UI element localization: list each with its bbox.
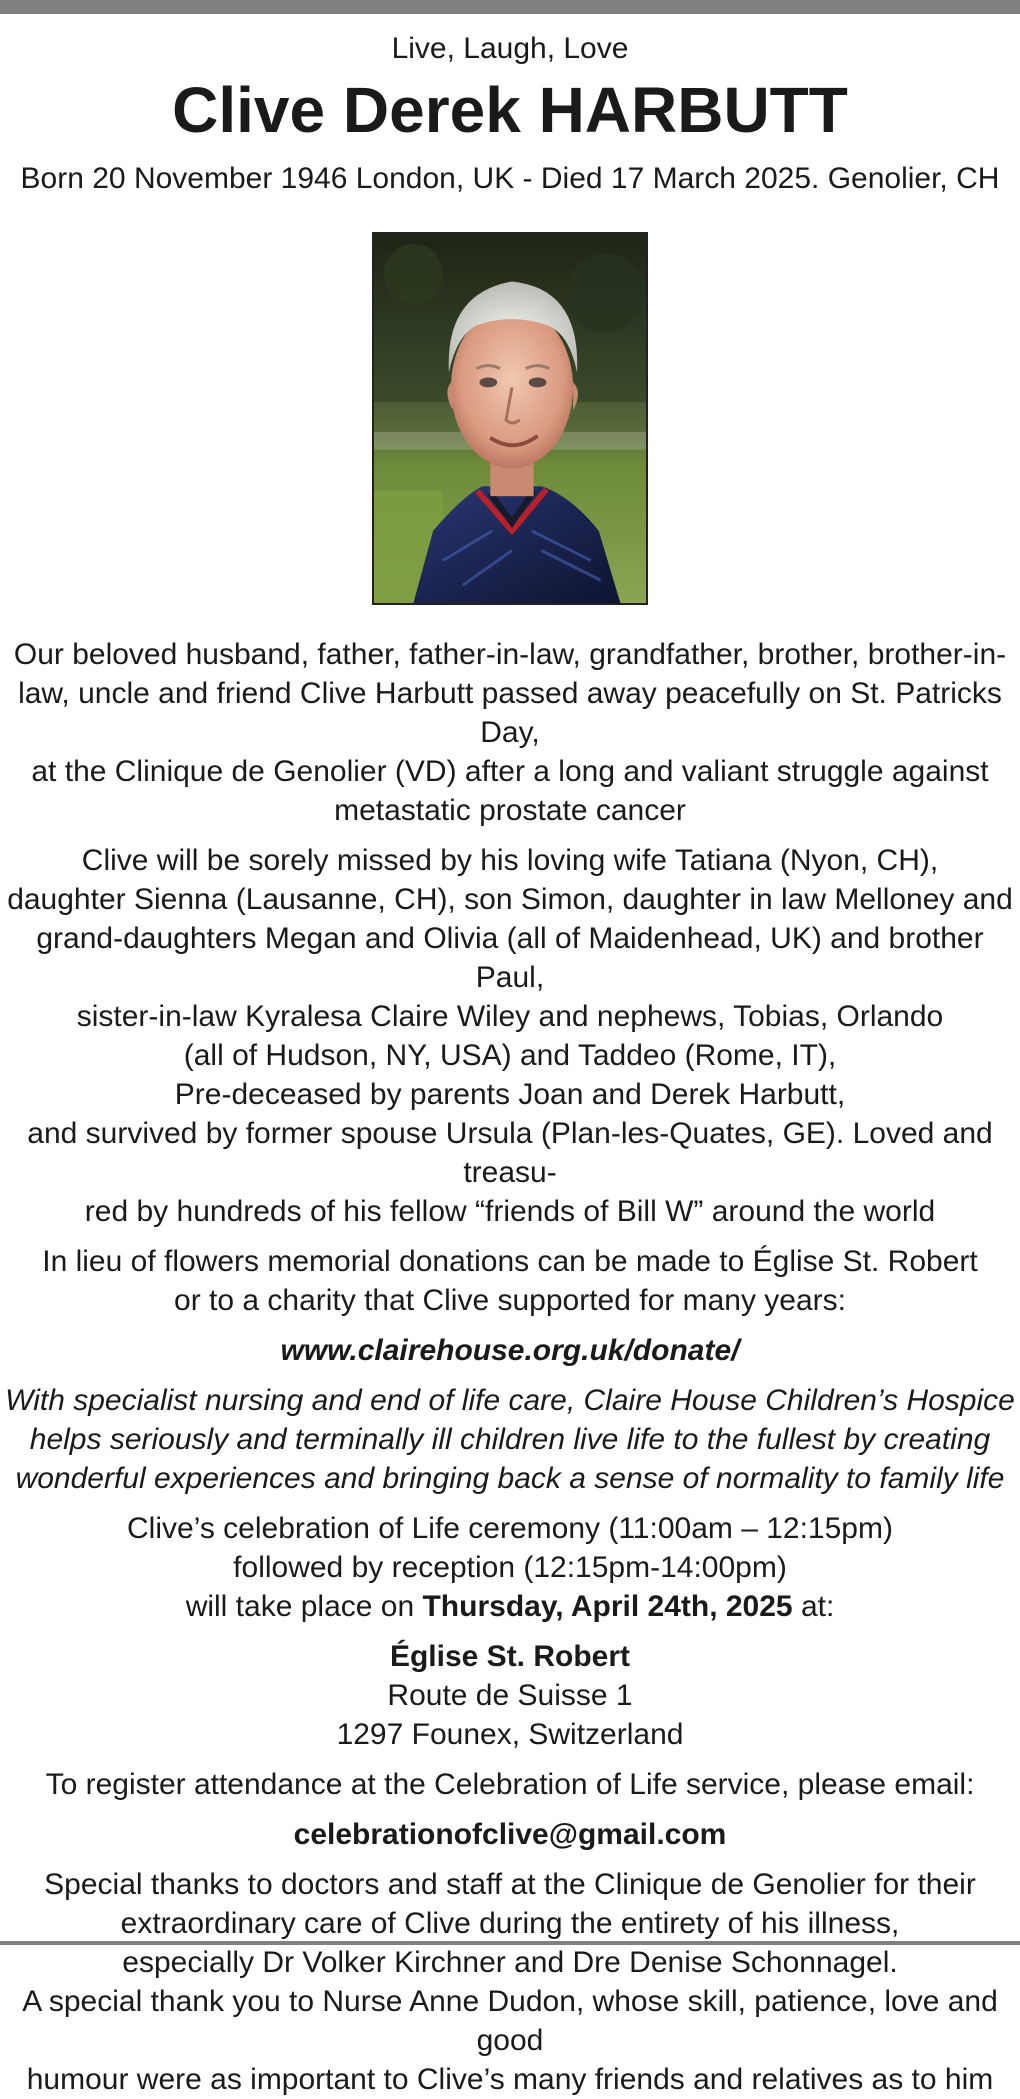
date-prefix: will take place on bbox=[185, 1590, 423, 1623]
text-line: or to a charity that Clive supported for many years: bbox=[174, 1284, 846, 1317]
motto: Live, Laugh, Love bbox=[391, 32, 629, 65]
venue-address bbox=[0, 1637, 1020, 1754]
text-line: metastatic prostate cancer bbox=[334, 794, 686, 827]
text-line: daughter Sienna (Lausanne, CH), son Simon, daughter in law Melloney and bbox=[7, 883, 1013, 916]
ceremony-time: Clive’s celebration of Life ceremony (11:00am – 12:15pm) bbox=[127, 1512, 893, 1545]
text-line: especially Dr Volker Kirchner and Dre Denise Schonnagel. bbox=[122, 1946, 898, 1979]
text-line: In lieu of flowers memorial donations can be made to Église St. Robert bbox=[42, 1245, 978, 1278]
charity-description bbox=[0, 1381, 1020, 1498]
donations-paragraph bbox=[0, 1242, 1020, 1320]
text-line: wonderful experiences and bringing back a sense of normality to family life bbox=[15, 1462, 1005, 1495]
text-line: extraordinary care of Clive during the entirety of his illness, bbox=[120, 1907, 900, 1940]
text-line: Our beloved husband, father, father-in-law, grandfather, brother, brother-in- bbox=[13, 638, 1007, 671]
date-suffix: at: bbox=[792, 1590, 835, 1623]
top-border bbox=[0, 0, 1020, 14]
text-line: grand-daughters Megan and Olivia (all of Maidenhead, UK) and brother Paul, bbox=[36, 922, 984, 994]
text-line: at the Clinique de Genolier (VD) after a long and valiant struggle against bbox=[31, 755, 989, 788]
text-line: (all of Hudson, NY, USA) and Taddeo (Rome, IT), bbox=[183, 1039, 837, 1072]
portrait-photo bbox=[372, 232, 648, 605]
venue-name: Église St. Robert bbox=[389, 1640, 631, 1673]
text-line: A special thank you to Nurse Anne Dudon, whose skill, patience, love and good bbox=[22, 1985, 998, 2057]
donation-link[interactable]: www.clairehouse.org.uk/donate/ bbox=[280, 1334, 740, 1367]
obituary-notice bbox=[0, 30, 1020, 2099]
birth-death-dates: Born 20 November 1946 London, UK - Died 17 March 2025. Genolier, CH bbox=[20, 162, 1000, 195]
contact-email[interactable]: celebrationofclive@gmail.com bbox=[293, 1818, 727, 1851]
text-line: With specialist nursing and end of life care, Claire House Children’s Hospice bbox=[5, 1384, 1015, 1417]
text-line: humour were as important to Clive’s many friends and relatives as to him bbox=[26, 2063, 994, 2096]
venue-street: Route de Suisse 1 bbox=[387, 1679, 633, 1712]
ceremony-details bbox=[0, 1509, 1020, 1626]
thanks-paragraph bbox=[0, 1865, 1020, 2099]
reception-time: followed by reception (12:15pm-14:00pm) bbox=[233, 1551, 787, 1584]
text-line: Pre-deceased by parents Joan and Derek Harbutt, bbox=[174, 1078, 846, 1111]
portrait-image bbox=[374, 234, 646, 603]
ceremony-date: Thursday, April 24th, 2025 bbox=[422, 1590, 793, 1623]
text-line: Clive will be sorely missed by his loving wife Tatiana (Nyon, CH), bbox=[81, 844, 939, 877]
text-line: helps seriously and terminally ill children live life to the fullest by creating bbox=[29, 1423, 991, 1456]
obituary-paragraph-1 bbox=[0, 635, 1020, 830]
deceased-name: Clive Derek HARBUTT bbox=[172, 74, 848, 146]
register-text: To register attendance at the Celebration of Life service, please email: bbox=[45, 1768, 975, 1801]
bottom-border bbox=[0, 1941, 1020, 1945]
text-line: Special thanks to doctors and staff at the Clinique de Genolier for their bbox=[44, 1868, 976, 1901]
text-line: sister-in-law Kyralesa Claire Wiley and nephews, Tobias, Orlando bbox=[76, 1000, 944, 1033]
text-line: red by hundreds of his fellow “friends of Bill W” around the world bbox=[84, 1195, 936, 1228]
venue-city: 1297 Founex, Switzerland bbox=[336, 1718, 684, 1751]
text-line: law, uncle and friend Clive Harbutt passed away peacefully on St. Patricks Day, bbox=[18, 677, 1002, 749]
family-paragraph bbox=[0, 841, 1020, 1231]
text-line: and survived by former spouse Ursula (Plan-les-Quates, GE). Loved and treasu- bbox=[27, 1117, 993, 1189]
ceremony-date-line bbox=[2, 1587, 1018, 1626]
